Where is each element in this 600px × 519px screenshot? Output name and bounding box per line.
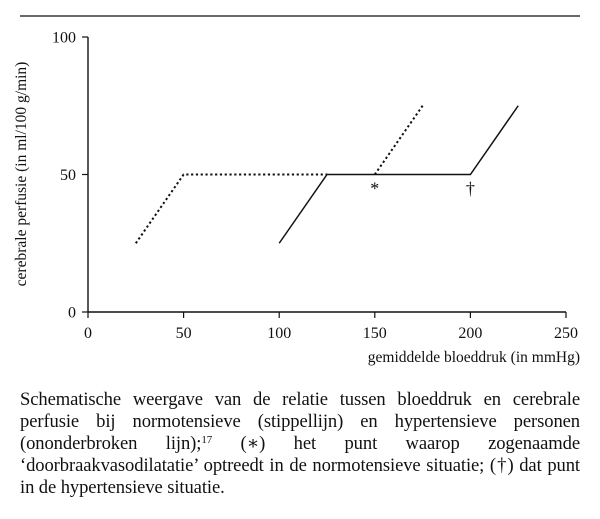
y-tick-label: 50: [60, 167, 76, 184]
x-tick-label: 100: [267, 325, 292, 342]
figure-caption: [20, 389, 580, 499]
x-tick-label: 0: [84, 325, 92, 342]
x-tick-label: 150: [362, 325, 387, 342]
normotensive-dotted-line: [136, 175, 327, 244]
caption-text-end: (∗) het punt waarop zogenaamde ‘doorbraakvasodilatatie’ optreedt in de normotensieve situatie; (†) dat punt in de hypertensieve situatie.: [20, 433, 580, 498]
breakthrough-dagger-marker: †: [465, 178, 475, 199]
x-tick-label: 200: [458, 325, 483, 342]
y-tick-label: 100: [52, 29, 76, 47]
x-tick-label: 250: [554, 325, 578, 342]
x-axis-label: gemiddelde bloeddruk (in mmHg): [367, 349, 580, 366]
hypertensive-solid-line: [279, 106, 518, 244]
caption-text-start: Schematische weergave van de relatie tussen bloeddruk en cerebrale perfusie bij normotensieve (stippellijn) en hypertensieve personen (ononderbroken lijn);: [20, 389, 580, 454]
breakthrough-asterisk-marker: *: [370, 178, 380, 199]
chart-plot-area: [136, 106, 518, 244]
y-axis-label: cerebrale perfusie (in ml/100 g/min): [13, 61, 30, 287]
chart-axes: [52, 30, 578, 343]
normotensive-dotted-line: [375, 106, 423, 175]
y-tick-label: 0: [68, 304, 76, 322]
x-tick-label: 50: [175, 325, 192, 342]
caption-reference: 17: [201, 433, 213, 446]
